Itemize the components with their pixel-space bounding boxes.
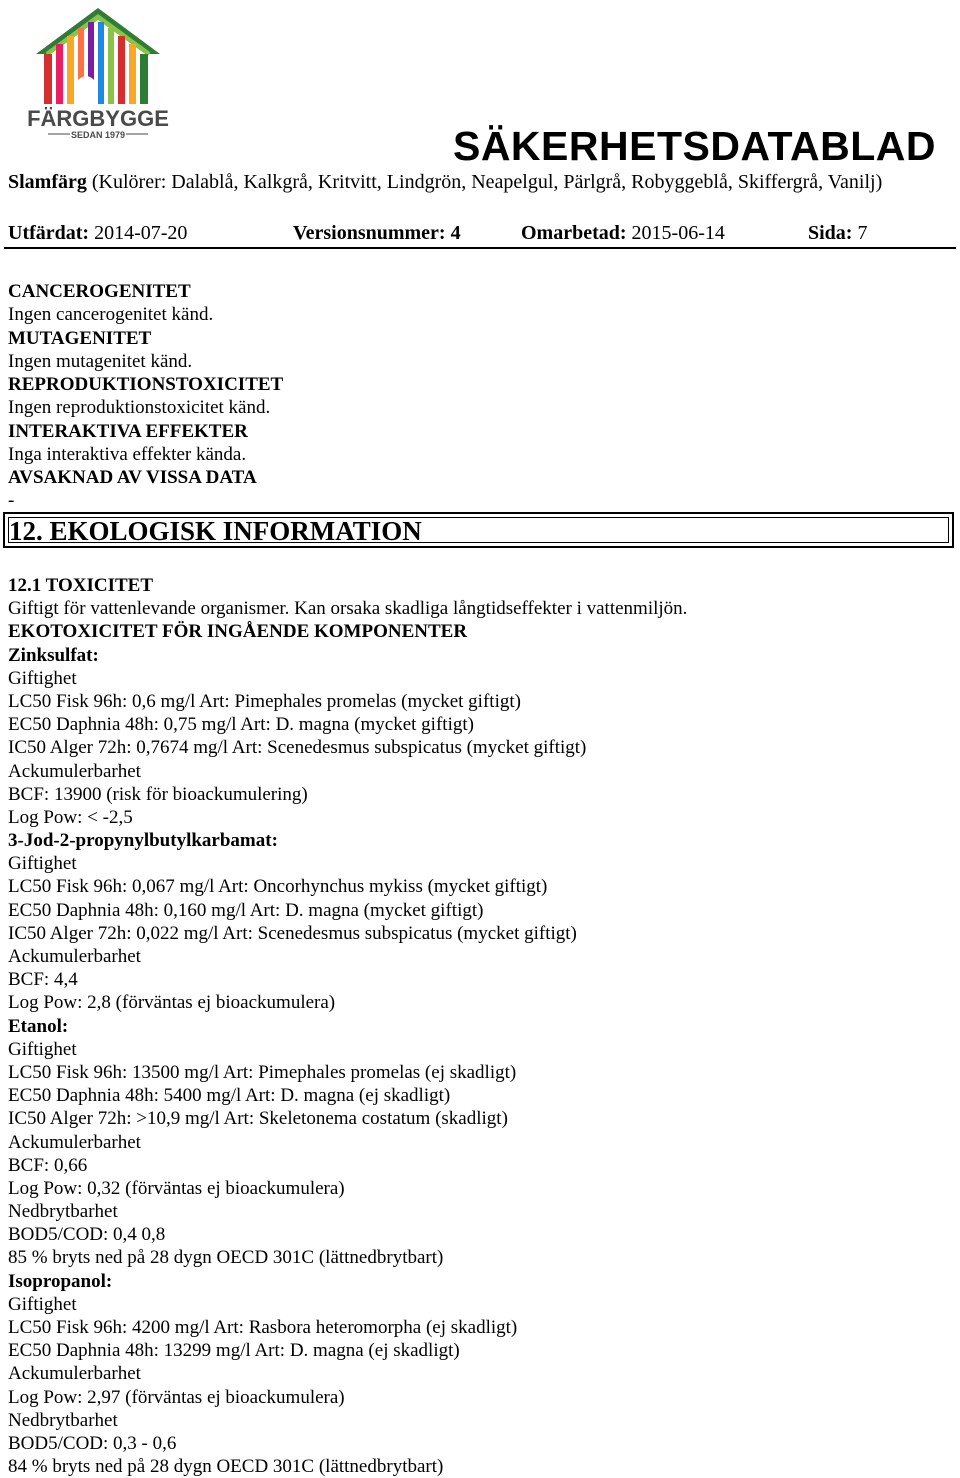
tox-line: Ingen cancerogenitet känd. (8, 304, 214, 326)
tox-line: Inga interaktiva effekter kända. (8, 443, 247, 465)
tox-line: - (8, 490, 15, 512)
eco-line: BCF: 4,4 (8, 969, 78, 991)
eco-line: Log Pow: 0,32 (förväntas ej bioackumulera) (8, 1177, 345, 1199)
eco-line: BCF: 13900 (risk för bioackumulering) (8, 783, 308, 805)
logo-tagline-text: SEDAN 1979 (70, 130, 126, 140)
fargbygge-logo (8, 6, 188, 146)
revised-date (521, 221, 725, 245)
section-12-title: 12. EKOLOGISK INFORMATION (9, 516, 422, 546)
revised-label: Omarbetad: (521, 222, 627, 244)
eco-line: EC50 Daphnia 48h: 0,160 mg/l Art: D. magna (mycket giftigt) (8, 899, 484, 921)
eco-line: Giftighet (8, 1293, 77, 1315)
eco-heading: 3-Jod-2-propynylbutylkarbamat: (8, 830, 278, 852)
version-value: 4 (450, 222, 461, 244)
eco-line: EC50 Daphnia 48h: 13299 mg/l Art: D. magna (ej skadligt) (8, 1340, 460, 1362)
eco-line: IC50 Alger 72h: 0,7674 mg/l Art: Scenedesmus subspicatus (mycket giftigt) (8, 737, 587, 759)
document-title: SÄKERHETSDATABLAD (452, 123, 936, 169)
page-value: 7 (857, 222, 868, 244)
eco-line: Ackumulerbarhet (8, 946, 141, 967)
ecological-info-block (8, 574, 954, 1478)
eco-line: Nedbrytbarhet (8, 1409, 118, 1431)
tox-heading: REPRODUKTIONSTOXICITET (8, 374, 284, 395)
section-12-header (3, 512, 954, 548)
tox-heading: MUTAGENITET (8, 327, 152, 349)
eco-line: BOD5/COD: 0,4 0,8 (8, 1224, 166, 1246)
eco-line: Log Pow: 2,97 (förväntas ej bioackumulera) (8, 1386, 345, 1408)
tox-heading: AVSAKNAD AV VISSA DATA (8, 467, 257, 488)
product-line (8, 170, 954, 194)
eco-line: EC50 Daphnia 48h: 0,75 mg/l Art: D. magna (mycket giftigt) (8, 714, 474, 736)
eco-line: IC50 Alger 72h: 0,022 mg/l Art: Scenedesmus subspicatus (mycket giftigt) (8, 922, 577, 944)
toxicology-block (8, 280, 954, 513)
logo-house-icon (36, 8, 160, 104)
eco-line: Ackumulerbarhet (8, 760, 141, 782)
eco-line: Giftighet (8, 1038, 77, 1060)
product-colors: (Kulörer: Dalablå, Kalkgrå, Kritvitt, Lindgrön, Neapelgul, Pärlgrå, Robyggeblå, Skiffergrå, Vanilj) (91, 171, 883, 193)
tox-line: Ingen reproduktionstoxicitet känd. (8, 397, 271, 419)
eco-heading: Etanol: (8, 1015, 69, 1037)
tox-heading: INTERAKTIVA EFFEKTER (8, 420, 248, 442)
eco-line: 84 % bryts ned på 28 dygn OECD 301C (lättnedbrytbart) (8, 1456, 444, 1478)
tox-line: Ingen mutagenitet känd. (8, 350, 193, 372)
eco-line: Log Pow: < -2,5 (8, 806, 133, 828)
eco-line: Giftigt för vattenlevande organismer. Kan orsaka skadliga långtidseffekter i vattenmiljön. (8, 598, 688, 620)
issued-date (8, 221, 187, 245)
revised-value: 2015-06-14 (631, 222, 725, 244)
page-number (808, 221, 867, 245)
eco-line: Nedbrytbarhet (8, 1201, 118, 1223)
eco-heading: Isopropanol: (8, 1270, 113, 1292)
header-divider (4, 247, 956, 249)
eco-line: EC50 Daphnia 48h: 5400 mg/l Art: D. magna (ej skadligt) (8, 1085, 451, 1107)
eco-line: IC50 Alger 72h: >10,9 mg/l Art: Skeletonema costatum (skadligt) (8, 1108, 508, 1130)
eco-line: LC50 Fisk 96h: 0,6 mg/l Art: Pimephales promelas (mycket giftigt) (8, 690, 521, 712)
eco-line: Log Pow: 2,8 (förväntas ej bioackumulera) (8, 992, 336, 1014)
eco-line: LC50 Fisk 96h: 4200 mg/l Art: Rasbora heteromorpha (ej skadligt) (8, 1317, 518, 1338)
eco-heading: Zinksulfat: (8, 644, 99, 666)
eco-line: BOD5/COD: 0,3 - 0,6 (8, 1432, 177, 1454)
eco-line: Giftighet (8, 853, 77, 875)
product-name: Slamfärg (8, 171, 87, 193)
eco-line: Ackumulerbarhet (8, 1363, 141, 1385)
eco-heading: 12.1 TOXICITET (8, 575, 154, 596)
issued-label: Utfärdat: (8, 222, 90, 244)
logo-brand-text: FÄRGBYGGE (27, 106, 169, 131)
version-label: Versionsnummer: (293, 222, 446, 244)
issued-value: 2014-07-20 (94, 222, 188, 244)
version-number (293, 221, 461, 245)
tox-heading: CANCEROGENITET (8, 281, 191, 302)
eco-line: LC50 Fisk 96h: 0,067 mg/l Art: Oncorhynchus mykiss (mycket giftigt) (8, 876, 548, 898)
eco-line: BCF: 0,66 (8, 1154, 88, 1176)
eco-heading: EKOTOXICITET FÖR INGÅENDE KOMPONENTER (8, 621, 468, 643)
eco-line: 85 % bryts ned på 28 dygn OECD 301C (lättnedbrytbart) (8, 1247, 444, 1269)
page-label: Sida: (808, 222, 853, 244)
eco-line: LC50 Fisk 96h: 13500 mg/l Art: Pimephales promelas (ej skadligt) (8, 1061, 517, 1083)
eco-line: Ackumulerbarhet (8, 1131, 141, 1153)
eco-line: Giftighet (8, 667, 77, 689)
